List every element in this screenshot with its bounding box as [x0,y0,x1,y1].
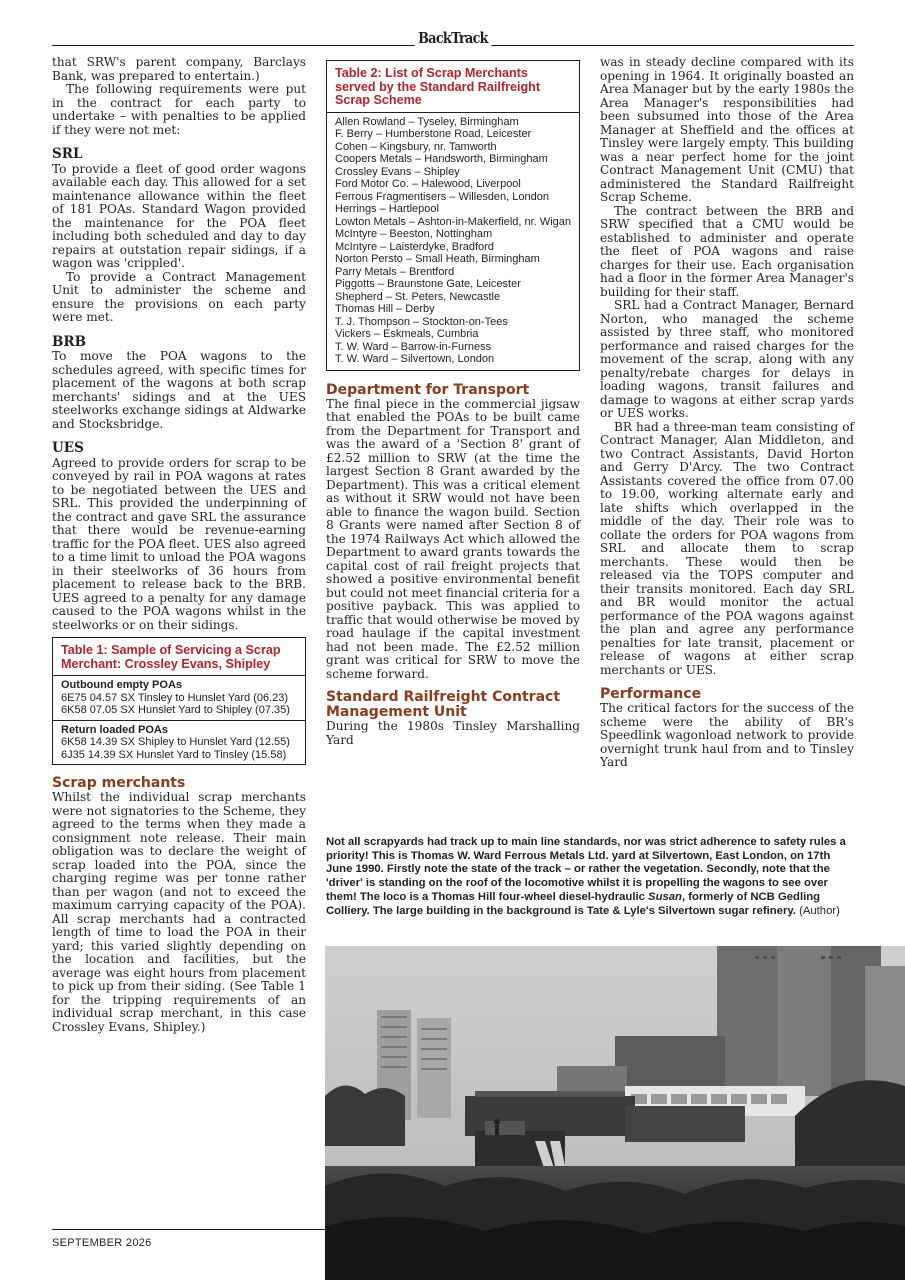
table-2-row: T. J. Thompson – Stockton-on-Tees [335,315,508,328]
table-2-row: T. W. Ward – Barrow-in-Furness [335,340,492,353]
section-heading-cmu: Standard Railfreight Contract Management Unit [326,689,561,720]
paragraph: To provide a fleet of good order wagons available each day. This allowed for a set maintenance allowance within the fleet of 181 POAs. Standard Wagon provided the maintenance for the POA fleet including both scheduled and day to day repairs at outstation repair sidings, if a wagon was 'crippled'. [52,161,306,270]
table-2-row: Lowton Metals – Ashton-in-Makerfield, nr. Wigan [335,215,572,228]
table-2-row: Ferrous Fragmentisers – Willesden, London [335,190,549,203]
paragraph: To provide a Contract Management Unit to administer the scheme and ensure the provisions on each party were met. [52,269,306,324]
paragraph: was in steady decline compared with its opening in 1964. It originally boasted an Area Manager but by the early 1980s the Area Manager's responsibilities had been subsumed into those of the Area Manager at Sheffield and the offices at Tinsley were largely empty. This building was a near perfect home for the joint Contract Management Unit (CMU) that administered the Standard Railfreight Scrap Scheme. [600,55,854,204]
section-heading-ues: UES [52,440,84,456]
table-2-row: Cohen – Kingsbury, nr. Tamworth [335,140,497,153]
caption-loco-name: Susan [648,890,682,903]
table-1-row: 6K58 07.05 SX Hunslet Yard to Shipley (07.35) [61,704,290,716]
table-2-row: Herrings – Hartlepool [335,203,439,215]
table-1-outbound-heading: Outbound empty POAs [61,679,182,691]
column-2 [326,60,580,747]
magazine-logo: BackTrack [415,30,491,47]
column-3 [600,56,854,770]
section-heading-srl: SRL [52,146,83,162]
table-2-row: Piggotts – Braunstone Gate, Leicester [335,278,521,290]
caption-credit: (Author) [799,904,840,917]
section-heading-brb: BRB [52,333,87,350]
section-heading-department-for-transport: Department for Transport [326,381,530,398]
scrapyard-photo [325,946,905,1280]
masthead [52,30,854,48]
table-2-row: Shepherd – St. Peters, Newcastle [335,290,501,303]
table-2-row: Norton Persto – Small Heath, Birmingham [335,253,540,265]
paragraph: The contract between the BRB and SRW specified that a CMU would be established to administer and operate the fleet of POA wagons and raise charges for their use. Each organisation had a floor in the former Area Manager's building for their staff. [600,203,854,299]
table-2-row: Coopers Metals – Handsworth, Birmingham [335,153,548,165]
table-2-row: Allen Rowland – Tyseley, Birmingham [335,115,519,128]
table-2-row: Vickers – Eskmeals, Cumbria [335,328,479,340]
caption-text: Not all scrapyards had track up to main line standards, nor was strict adherence to safety rules a priority! This is Thomas W. Ward Ferrous Metals Ltd. yard at Silvertown, East London, on 17th June 1990. Firstly note the state of the track – or rather the vegetation. Secondly, note that the 'driver' is standing on the roof of the locomotive whilst it is propelling the wagons to see over them! The loco is a Thomas Hill four-wheel diesel-hydraulic [326,836,846,903]
footer-rule [52,1229,325,1230]
table-2-list [327,113,579,370]
table-1-row: 6K58 14.39 SX Shipley to Hunslet Yard (12.55) [61,736,290,748]
table-2-row: McIntyre – Beeston, Nottingham [335,228,493,240]
table-2-row: F. Berry – Humberstone Road, Leicester [335,128,532,140]
table-2-row: Thomas Hill – Derby [335,303,435,315]
table-1-title: Table 1: Sample of Servicing a Scrap Merchant: Crossley Evans, Shipley [53,638,305,676]
column-1 [52,56,306,1034]
scrapyard-photo-illustration [325,946,905,1280]
table-2-row: Ford Motor Co. – Halewood, Liverpool [335,178,521,190]
paragraph: BR had a three-man team consisting of Contract Manager, Alan Middleton, and two Contract Assistants, David Horton and Gerry D'Arcy. The two Contract Assistants covered the office from 07.00 to 19.00, working alternate early and late shifts which overlapped in the middle of the day. Their role was to collate the orders for POA wagons from SRL and allocate them to scrap merchants. These would then be released via the TOPS computer and their transits monitored. Each day SRL and BR would monitor the actual performance of the POA wagons against the plan and agree any performance penalties for late transit, placement or release of wagons at either scrap merchants or UES. [600,419,854,677]
paragraph: The critical factors for the success of the scheme were the ability of BR's Speedlink wagonload network to provide overnight trunk haul from and to Tinsley Yard [600,701,854,769]
photo-caption [326,836,854,918]
section-heading-scrap-merchants: Scrap merchants [52,775,186,791]
paragraph: SRL had a Contract Manager, Bernard Norton, who managed the scheme assisted by three staff, who monitored performance and raised charges for the movement of the scrap, along with any penalty/rebate charges for delays in loading wagons, transit failures and damage to wagons at either scrap yards or UES works. [600,298,854,420]
table-1-row: 6E75 04.57 SX Tinsley to Hunslet Yard (06.23) [61,691,289,704]
paragraph: The following requirements were put in the contract for each party to undertake – with penalties to be applied if they were not met: [52,82,306,137]
table-1-return [53,720,305,765]
table-1-outbound [53,676,305,720]
paragraph: During the 1980s Tinsley Marshalling Yard [326,719,580,747]
paragraph: To move the POA wagons to the schedules agreed, with specific times for placement of the wagons at both scrap merchants' sidings and at the UES steelworks exchange sidings at Aldwarke and Stocksbridge. [52,349,306,431]
table-2-row: Crossley Evans – Shipley [335,165,460,178]
issue-date: SEPTEMBER 2026 [52,1237,152,1249]
paragraph: Whilst the individual scrap merchants were not signatories to the Scheme, they agreed to the terms when they made a consignment note release. Their main obligation was to declare the weight of scrap loaded into the POA, since the charging regime was per tonne rather than per wagon (and not to exceed the maximum carrying capacity of the POA). All scrap merchants had a contracted length of time to load the POA in their yard; this varied slightly depending on the location and facilities, but the average was eight hours from placement to pick up from their siding. (See Table 1 for the tripping requirements of an individual scrap merchant, in this case Crossley Evans, Shipley.) [52,790,306,1034]
paragraph: Agreed to provide orders for scrap to be conveyed by rail in POA wagons at rates to be negotiated between the UES and SRL. This provided the underpinning of the contract and gave SRL the assurance that there would be revenue-earning traffic for the POA fleet. UES also agreed to a time limit to unload the POA wagons in their steelworks of 36 hours from placement to release back to the BRB. UES agreed to a penalty for any damage caused to the POA wagons whilst in the steelworks or on their sidings. [52,455,306,632]
table-2-title: Table 2: List of Scrap Merchants served by the Standard Railfreight Scrap Scheme [327,61,579,113]
table-2-row: T. W. Ward – Silvertown, London [335,353,495,365]
caption-text-end: , formerly of NCB Gedling Colliery. The large building in the background is Tate & Lyle's Silvertown sugar refinery. [326,890,821,917]
table-2 [326,60,580,371]
table-2-row: Parry Metals – Brentford [335,265,455,278]
paragraph: The final piece in the commercial jigsaw that enabled the POAs to be built came from the Department for Transport and was the award of a 'Section 8' grant of £2.52 million to SRW (at the time the largest Section 8 Grant awarded by the Department). This was a critical element as without it SRW would not have been able to finance the wagon build. Section 8 Grants were named after Section 8 of the 1974 Railways Act which allowed the Department to award grants towards the capital cost of rail freight projects that showed a positive environmental benefit but could not meet financial criteria for a positive payback. This was applied to traffic that would otherwise be moved by road haulage if the capital investment had not been made. The £2.52 million grant was critical for SRW to move the scheme forward. [326,396,580,681]
paragraph: that SRW's parent company, Barclays Bank, was prepared to entertain.) [52,55,306,83]
table-1-row: 6J35 14.39 SX Hunslet Yard to Tinsley (15.58) [61,748,287,761]
table-1 [52,637,306,765]
table-2-row: McIntyre – Laisterdyke, Bradford [335,240,494,253]
table-1-return-heading: Return loaded POAs [61,723,168,736]
section-heading-performance: Performance [600,686,702,702]
